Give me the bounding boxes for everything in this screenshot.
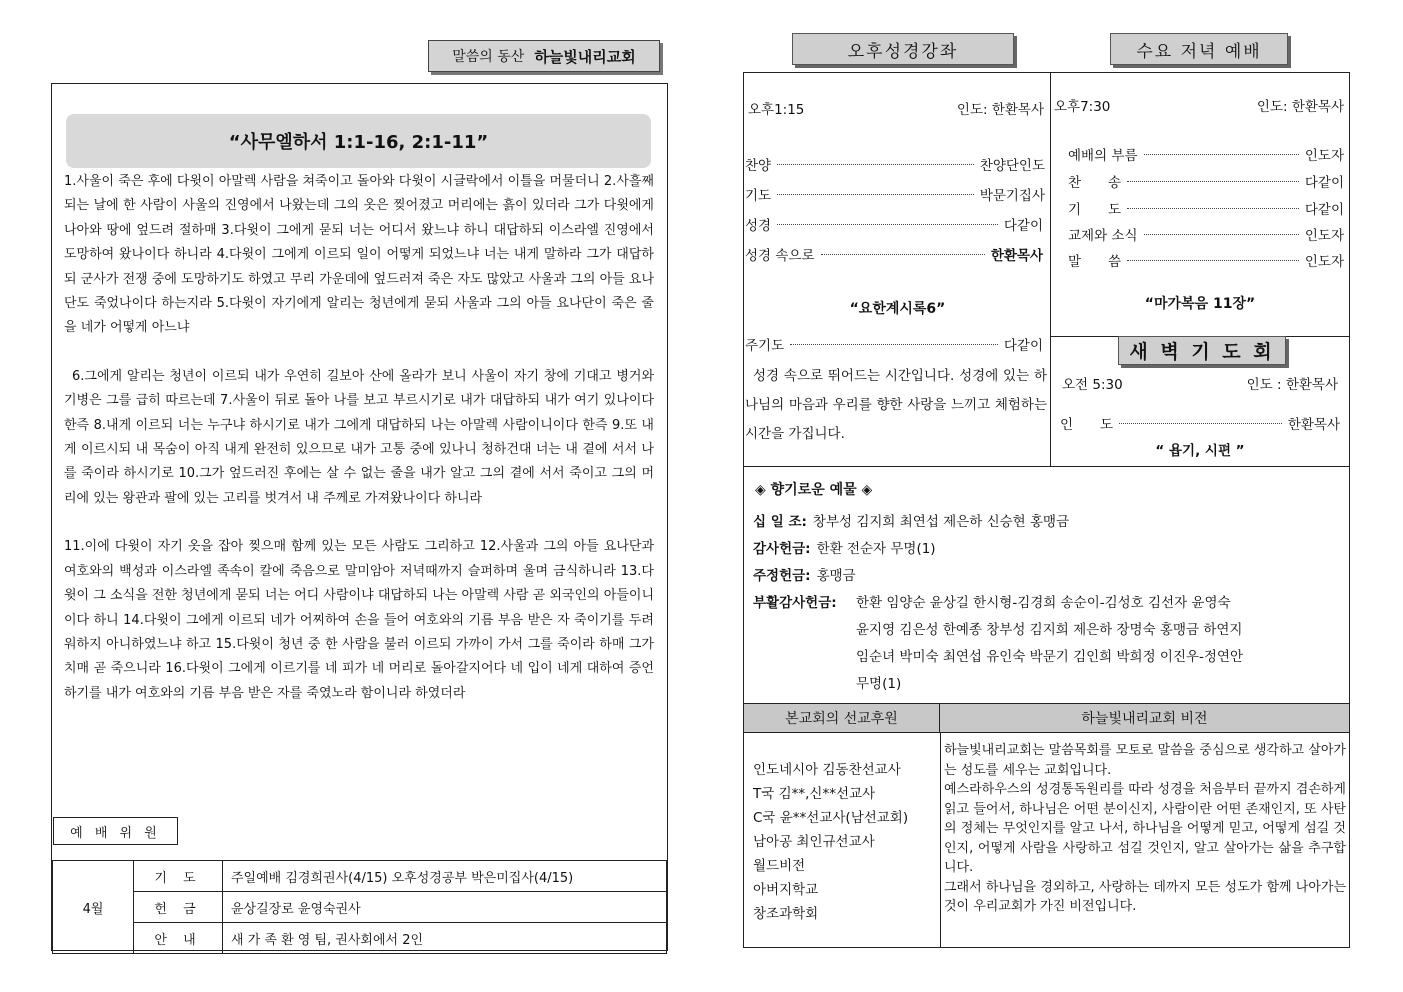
table-row: [53, 861, 667, 892]
list-item: 남아공 최인규선교사: [753, 834, 875, 850]
wednesday-passage: “마가복음 11장”: [1144, 296, 1256, 312]
offering-names: 윤지영 김은성 한예종 창부성 김지희 제은하 장명숙 홍맹금 하연지: [856, 622, 1243, 638]
order-value: 인도자: [1304, 254, 1344, 270]
order-label: 교제와 소식: [1068, 228, 1138, 244]
dawn-prayer-header: 새 벽 기 도 회: [1118, 336, 1286, 365]
order-value: 한환목사: [990, 248, 1043, 264]
list-item: 인도네시아 김동찬선교사: [753, 762, 901, 778]
scripture-paragraph: 6.그에게 알리는 청년이 이르되 내가 우연히 길보아 산에 올라가 보니 사울이 자기 창에 기대고 병거와 기병은 그를 급히 따르는데 7.사울이 뒤로 돌아 나를 보고 부르시기로 내가 대답하되 내가 여기 있나이다 한즉 8.내게 이르되 너는 누구냐 하시기로 내가 그에게 대답하되 나는 아말렉 사람이니이다 한즉 9.또 내게 이르시되 내 목숨이 아직 내게 완전히 있으므로 내가 고통 중에 있나니 청하건대 너는 내 곁에 서서 나를 죽이라 하시기로 10.그가 엎드러진 후에는 살 수 없는 줄을 내가 알고 그의 곁에 서서 죽이고 그의 머리에 있는 왕관과 팔에 있는 고리를 벗겨서 내 주께로 가져왔나이다 하니라: [64, 368, 654, 506]
duty-role: 기 도: [134, 861, 223, 892]
column-divider: [1050, 72, 1051, 466]
wednesday-service-header: 수요 저녁 예배: [1110, 33, 1288, 65]
offering-label: 감사헌금:: [753, 540, 811, 557]
order-value: 다같이: [1003, 218, 1043, 234]
afternoon-time: 오후1:15: [748, 102, 805, 118]
missions-list: [753, 758, 938, 926]
scripture-paragraph: 11.이에 다윗이 자기 옷을 잡아 찢으매 함께 있는 모든 사람도 그리하고 12.사울과 그의 아들 요나단과 여호와의 백성과 이스라엘 족속이 칼에 죽음으로 말미암아 저녁때까지 슬퍼하며 울며 금식하니라 13.다윗이 그 소식을 전한 청년에게 묻되 너는 어디 사람이냐 대답하되 나는 아말렉 사람 곧 외국인의 아들이니이다 하니 14.다윗이 그에게 이르되 네가 어찌하여 손을 들어 여호와의 기름 부음 받은 자 죽이기를 두려워하지 아니하였느냐 하고 15.다윗이 청년 중 한 사람을 불러 이르되 가까이 가서 그를 죽이라 하매 그가 치매 곧 죽으니라 16.다윗이 그에게 이르기를 네 피가 네 머리로 돌아갈지어다 네 입이 네게 대하여 증언하기를 내가 여호와의 기름 부음 받은 자를 죽였노라 함이니라 하였더라: [64, 539, 654, 701]
scripture-paragraph: 1.사울이 죽은 후에 다윗이 아말렉 사람을 쳐죽이고 돌아와 다윗이 시글락에서 이틀을 머물더니 2.사흘째 되는 날에 한 사람이 사울의 진영에서 나왔는데 그의 옷은 찢어졌고 머리에는 흙이 있더라 그가 다윗에게 나아와 땅에 엎드려 절하매 3.다윗이 그에게 묻되 너는 어디서 왔느냐 하니 대답하되 이스라엘 진영에서 도망하여 왔나이다 하니라 4.다윗이 그에게 이르되 일이 어떻게 되었느냐 너는 내게 말하라 그가 대답하되 군사가 전쟁 중에 도망하기도 하였고 무리 가운데에 엎드러져 죽은 자도 많았고 사울과 그의 아들 요나단도 죽었나이다 하는지라 5.다윗이 자기에게 알리는 청년에게 묻되 사울과 그의 아들 요나단이 죽은 줄을 네가 어떻게 아느냐: [64, 174, 654, 336]
order-label: 성경: [745, 218, 772, 234]
duty-value: 주일예배 김경희권사(4/15) 오후성경공부 박은미집사(4/15): [223, 861, 667, 892]
offering-names: 한환 임양순 윤상길 한시형-김경희 송순이-김성호 김선자 윤영숙: [856, 595, 1231, 611]
missions-header: 본교회의 선교후원: [744, 704, 940, 733]
order-value: 한환목사: [1287, 417, 1340, 433]
order-label: 예배의 부름: [1068, 148, 1138, 164]
order-label: 찬양: [745, 158, 772, 174]
dawn-passage: “ 욥기, 시편 ”: [1155, 443, 1245, 459]
church-name: 하늘빛내리교회: [534, 47, 636, 66]
afternoon-leader: 인도: 한환목사: [956, 102, 1044, 118]
offerings-title: ◈ 향기로운 예물 ◈: [755, 482, 873, 498]
column-divider: [940, 733, 941, 947]
order-label: 주기도: [745, 338, 785, 354]
dawn-time: 오전 5:30: [1062, 377, 1123, 393]
duty-role: 안 내: [134, 923, 223, 954]
list-item: C국 윤**선교사(남선교회): [753, 810, 909, 826]
order-value: 인도자: [1304, 228, 1344, 244]
list-item: 창조과학회: [753, 906, 819, 922]
offering-names: 한환 전순자 무명(1): [816, 540, 936, 557]
order-value: 다같이: [1304, 202, 1344, 218]
duty-month: 4월: [53, 861, 134, 954]
offering-names: 무명(1): [856, 676, 902, 692]
offering-names: 창부성 김지희 최연섭 제은하 신승현 홍맹금: [812, 513, 1070, 530]
wednesday-time: 오후7:30: [1054, 99, 1111, 115]
afternoon-study-header: 오후성경강좌: [792, 33, 1014, 65]
order-label: 인 도: [1060, 417, 1114, 433]
duty-value: 새 가 족 환 영 팀, 권사회에서 2인: [223, 923, 667, 954]
list-item: 아버지학교: [753, 882, 819, 898]
church-brand-box: [428, 40, 660, 72]
order-value: 찬양단인도: [979, 158, 1045, 174]
order-label: 기 도: [1068, 202, 1122, 218]
offering-label: 십 일 조:: [753, 513, 807, 530]
offering-label: 부활감사헌금:: [753, 595, 837, 611]
duty-role: 헌 금: [134, 892, 223, 923]
afternoon-passage: “요한계시록6”: [849, 301, 946, 317]
sermon-title: “사무엘하서 1:1-16, 2:1-11”: [66, 114, 651, 168]
worship-committee-table: [52, 860, 667, 954]
list-item: T국 김**,신**선교사: [753, 786, 876, 802]
offering-names: 홍맹금: [816, 567, 856, 584]
order-label: 찬 송: [1068, 175, 1122, 191]
table-row: [53, 892, 667, 923]
table-row: [53, 923, 667, 954]
order-value: 인도자: [1304, 148, 1344, 164]
scripture-text: [64, 170, 654, 706]
order-value: 박문기집사: [979, 188, 1045, 204]
section-divider: [743, 466, 1350, 467]
list-item: 월드비전: [753, 858, 806, 874]
order-value: 다같이: [1304, 175, 1344, 191]
order-value: 다같이: [1003, 338, 1043, 354]
worship-committee-label: 예 배 위 원: [53, 817, 178, 845]
offering-names: 임순녀 박미숙 최연섭 유인숙 박문기 김인희 박희정 이진우-정연안: [856, 649, 1244, 665]
church-motto: 말씀의 동산: [452, 49, 525, 65]
order-label: 성경 속으로: [745, 248, 815, 264]
order-label: 말 씀: [1068, 254, 1122, 270]
wednesday-leader: 인도: 한환목사: [1256, 99, 1344, 115]
dawn-leader: 인도 : 한환목사: [1246, 377, 1338, 393]
order-label: 기도: [745, 188, 772, 204]
offering-label: 주정헌금:: [753, 567, 811, 584]
vision-header: 하늘빛내리교회 비전: [940, 704, 1349, 733]
duty-value: 윤상길장로 윤영숙권사: [223, 892, 667, 923]
afternoon-description: 성경 속으로 뛰어드는 시간입니다. 성경에 있는 하나님의 마음과 우리를 향한 사랑을 느끼고 체험하는 시간을 가집니다.: [745, 368, 1047, 442]
vision-text: 하늘빛내리교회는 말씀목회를 모토로 말씀을 중심으로 생각하고 살아가는 성도를 세우는 교회입니다. 예스라하우스의 성경통독원리를 따라 성경을 처음부터 끝까지 겸손하게 읽고 들어서, 하나님은 어떤 분이신지, 사람이란 어떤 존재인지, 또 사탄의 정체는 무엇인지를 알고 나서, 하나님을 어떻게 믿고, 어떻게 섬길 것인지, 어떻게 사람을 사랑하고 섬길 것인지, 알고 살아가는 삶을 추구합니다. 그래서 하나님을 경외하고, 사랑하는 데까지 모든 성도가 함께 나아가는 것이 우리교회가 가진 비전입니다.: [944, 743, 1346, 914]
